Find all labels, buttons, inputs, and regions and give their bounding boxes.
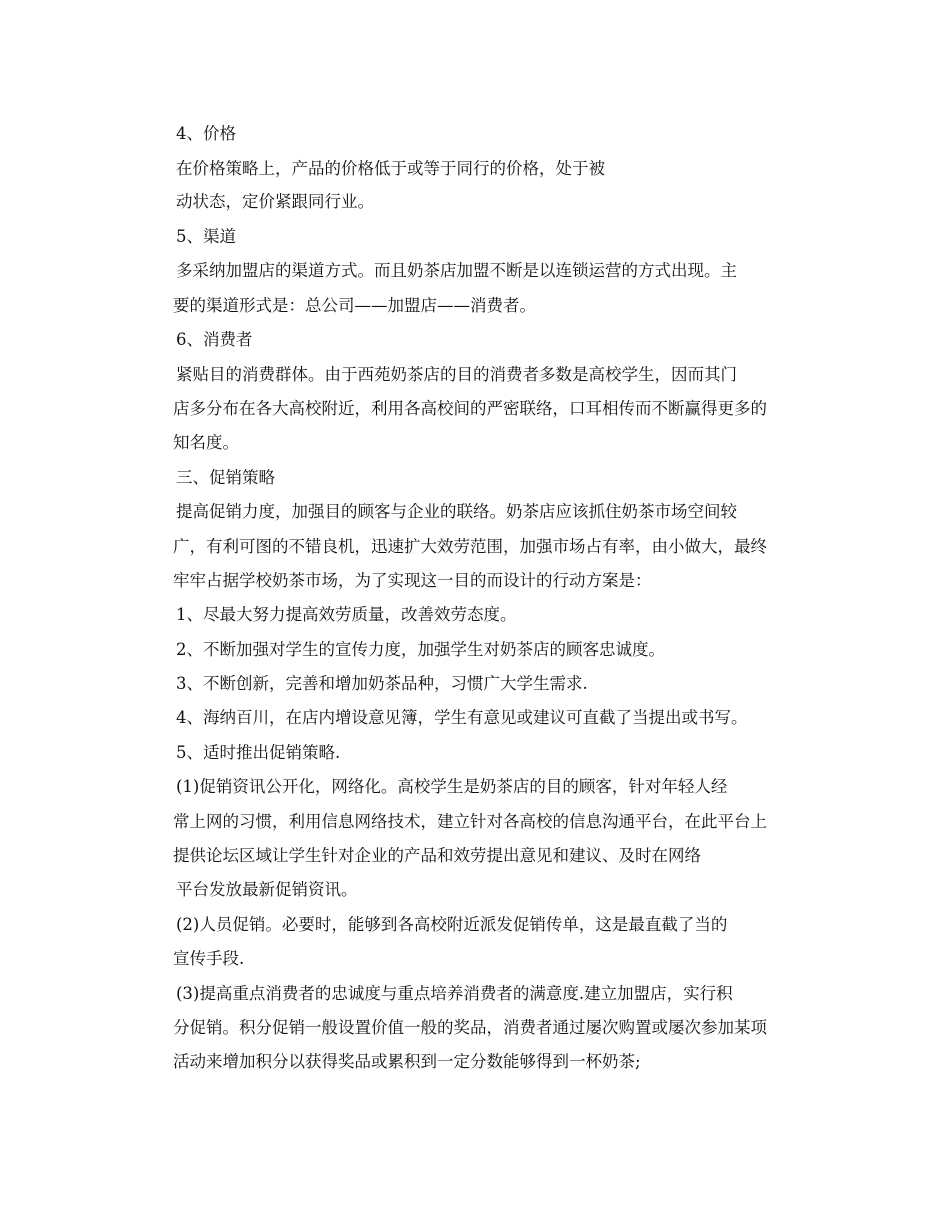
list-item: 3、不断创新，完善和增加奶茶品种，习惯广大学生需求. (176, 674, 588, 693)
paragraph-line: 牢牢占据学校奶茶市场，为了实现这一目的而设计的行动方案是： (173, 571, 652, 590)
paragraph-line: 分促销。积分促销一般设置价值一般的奖品，消费者通过屡次购置或屡次参加某项 (173, 1018, 767, 1037)
paragraph-line: 紧贴目的消费群体。由于西苑奶茶店的目的消费者多数是高校学生，因而其门 (176, 365, 737, 384)
paragraph-line: 宣传手段. (173, 949, 245, 968)
paragraph-line: (2)人员促销。必要时，能够到各高校附近派发促销传单，这是最直截了当的 (176, 915, 728, 934)
paragraph-line: 提高促销力度，加强目的顾客与企业的联络。奶茶店应该抓住奶茶市场空间较 (176, 502, 737, 521)
paragraph-line: 店多分布在各大高校附近，利用各高校间的严密联络，口耳相传而不断赢得更多的 (173, 399, 767, 418)
section-heading-channel: 5、渠道 (176, 227, 236, 246)
paragraph-line: (3)提高重点消费者的忠诚度与重点培养消费者的满意度.建立加盟店，实行积 (176, 984, 733, 1003)
paragraph-line: 常上网的习惯，利用信息网络技术，建立针对各高校的信息沟通平台，在此平台上 (173, 812, 767, 831)
list-item: 5、适时推出促销策略. (176, 743, 341, 762)
paragraph-line: (1)促销资讯公开化，网络化。高校学生是奶茶店的目的顾客，针对年轻人经 (176, 777, 728, 796)
paragraph-line: 平台发放最新促销资讯。 (176, 880, 358, 899)
list-item: 4、海纳百川，在店内增设意见簿，学生有意见或建议可直截了当提出或书写。 (176, 708, 748, 727)
paragraph-line: 在价格策略上，产品的价格低于或等于同行的价格，处于被 (176, 159, 605, 178)
section-heading-promotion: 三、促销策略 (176, 468, 275, 487)
section-heading-consumer: 6、消费者 (176, 330, 253, 349)
paragraph-line: 知名度。 (173, 433, 239, 452)
paragraph-line: 要的渠道形式是：总公司——加盟店——消费者。 (173, 296, 536, 315)
list-item: 2、不断加强对学生的宣传力度，加强学生对奶茶店的顾客忠诚度。 (176, 640, 665, 659)
section-heading-price: 4、价格 (176, 124, 236, 143)
list-item: 1、尽最大努力提高效劳质量，改善效劳态度。 (176, 605, 517, 624)
paragraph-line: 多采纳加盟店的渠道方式。而且奶茶店加盟不断是以连锁运营的方式出现。主 (176, 261, 737, 280)
paragraph-line: 广，有利可图的不错良机，迅速扩大效劳范围，加强市场占有率，由小做大，最终 (173, 537, 767, 556)
paragraph-line: 提供论坛区域让学生针对企业的产品和效劳提出意见和建议、及时在网络 (173, 846, 701, 865)
paragraph-line: 动状态，定价紧跟同行业。 (176, 192, 374, 211)
paragraph-line: 活动来增加积分以获得奖品或累积到一定分数能够得到一杯奶茶; (173, 1052, 641, 1071)
